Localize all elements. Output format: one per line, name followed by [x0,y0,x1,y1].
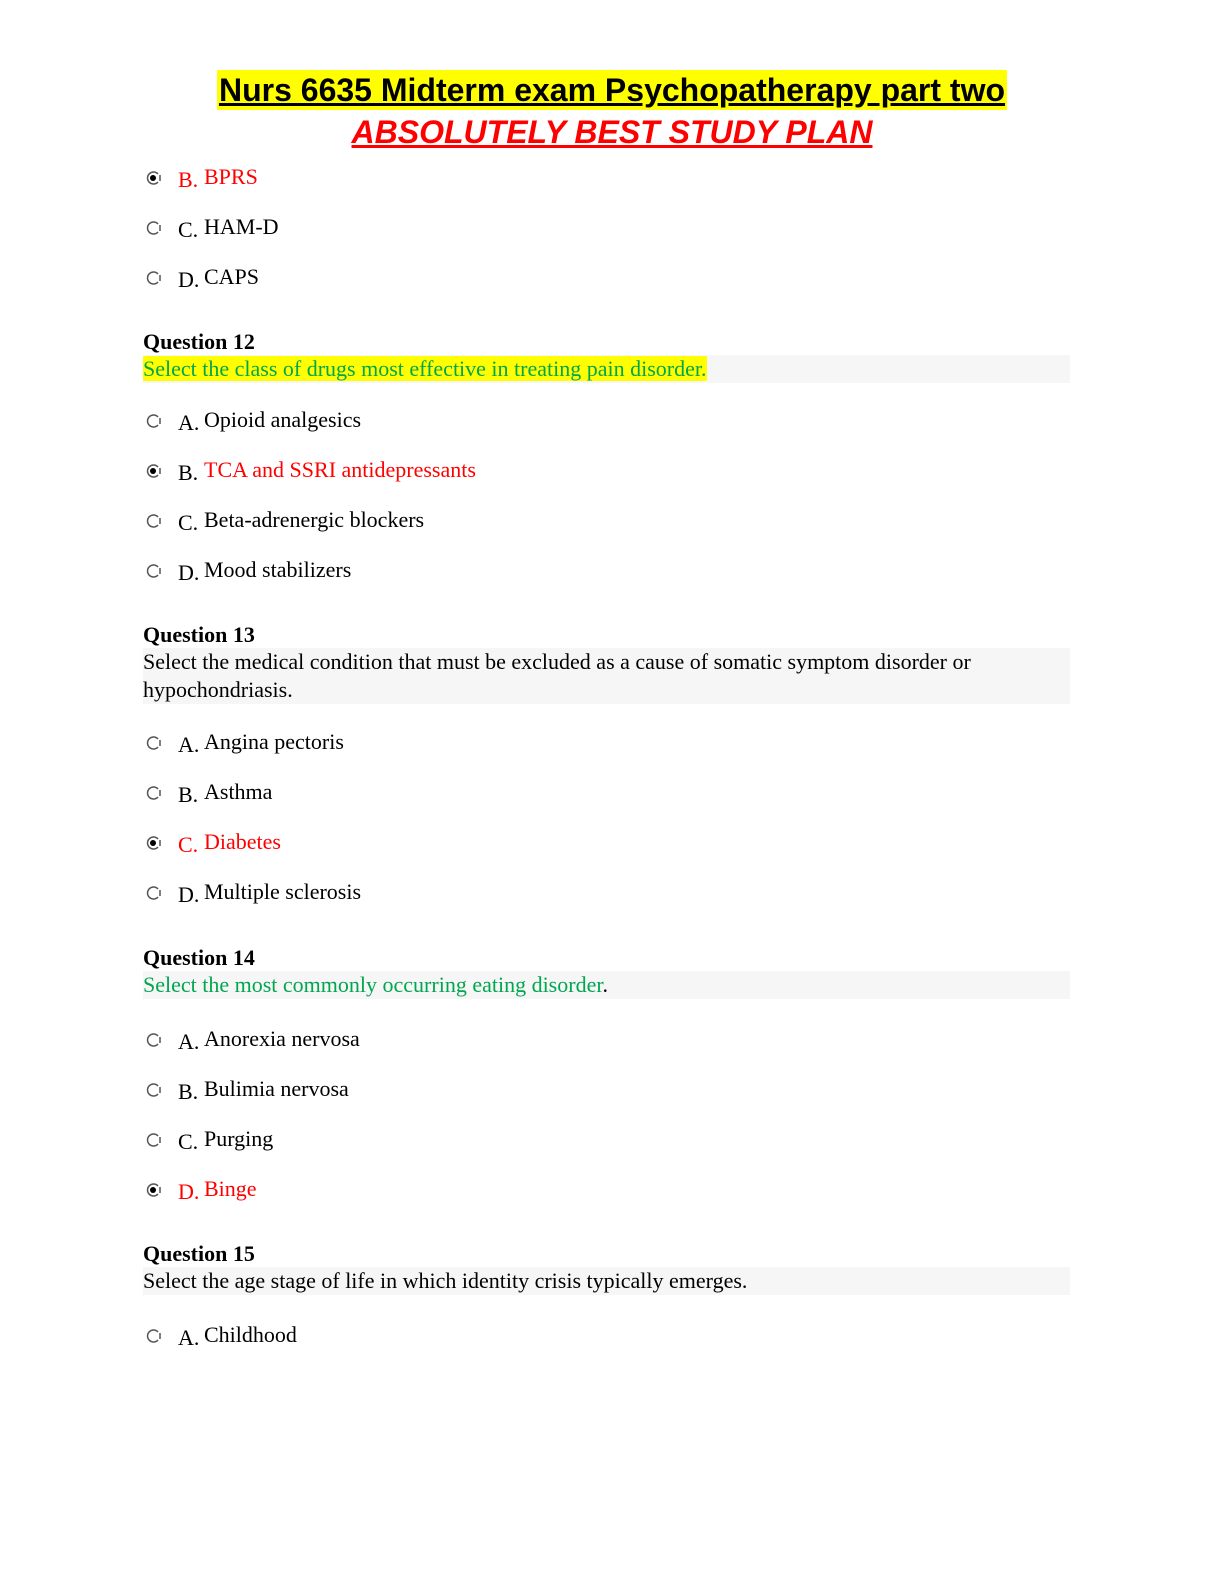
page-title: Nurs 6635 Midterm exam Psychopatherapy part two [218,72,1006,108]
radio-unselected-icon[interactable] [145,735,161,751]
option-letter: B. [178,1079,199,1104]
option-letter: D. [178,1179,200,1204]
page-subtitle: ABSOLUTELY BEST STUDY PLAN [351,114,873,150]
radio-unselected-icon[interactable] [145,220,161,236]
option-text: Mood stabilizers [204,557,352,582]
option-text: CAPS [204,264,260,289]
option-letter: D. [178,882,200,907]
option-letter: A. [178,1029,200,1054]
option-letter: B. [178,167,199,192]
option-text: Angina pectoris [204,729,344,754]
option-text: Opioid analgesics [204,407,362,432]
option-text: Purging [204,1126,274,1151]
question-prompt-text: Select the most commonly occurring eating disorder [143,972,603,997]
option-letter: C. [178,217,199,242]
option-letter: D. [178,267,200,292]
radio-selected-icon[interactable] [145,1182,161,1198]
question-prompt-13: Select the medical condition that must be excluded as a cause of somatic symptom disorder or hypochondriasis. [143,648,1070,704]
question-heading-15: Question 15 [143,1241,255,1266]
question-prompt-12 [143,355,1070,383]
question-prompt-text: Select the class of drugs most effective in treating pain disorder. [143,356,707,381]
question-heading-14: Question 14 [143,945,255,970]
question-prompt-period: . [602,972,608,997]
option-letter: C. [178,832,199,857]
radio-selected-icon[interactable] [145,463,161,479]
radio-selected-icon[interactable] [145,170,161,186]
option-text: Anorexia nervosa [204,1026,360,1051]
document-header [0,70,1224,152]
option-letter: B. [178,460,199,485]
option-text: Multiple sclerosis [204,879,362,904]
option-letter: C. [178,510,199,535]
question-prompt-14 [143,971,1070,999]
radio-unselected-icon[interactable] [145,1082,161,1098]
radio-selected-icon[interactable] [145,835,161,851]
option-text: Childhood [204,1322,297,1347]
option-letter: A. [178,410,200,435]
option-text: Diabetes [204,829,281,854]
option-text: Binge [204,1176,257,1201]
radio-unselected-icon[interactable] [145,413,161,429]
option-letter: A. [178,732,200,757]
radio-unselected-icon[interactable] [145,1132,161,1148]
radio-unselected-icon[interactable] [145,270,161,286]
option-letter: A. [178,1325,200,1350]
option-text: Beta-adrenergic blockers [204,507,425,532]
question-heading-12: Question 12 [143,329,255,354]
option-text: TCA and SSRI antidepressants [204,457,476,482]
option-text: Bulimia nervosa [204,1076,349,1101]
radio-unselected-icon[interactable] [145,1032,161,1048]
option-letter: D. [178,560,200,585]
radio-unselected-icon[interactable] [145,885,161,901]
question-prompt-15: Select the age stage of life in which identity crisis typically emerges. [143,1267,1070,1295]
question-heading-13: Question 13 [143,622,255,647]
radio-unselected-icon[interactable] [145,1328,161,1344]
option-text: HAM-D [204,214,279,239]
radio-unselected-icon[interactable] [145,785,161,801]
radio-unselected-icon[interactable] [145,563,161,579]
option-text: BPRS [204,164,258,189]
option-letter: B. [178,782,199,807]
option-text: Asthma [204,779,273,804]
option-letter: C. [178,1129,199,1154]
radio-unselected-icon[interactable] [145,513,161,529]
